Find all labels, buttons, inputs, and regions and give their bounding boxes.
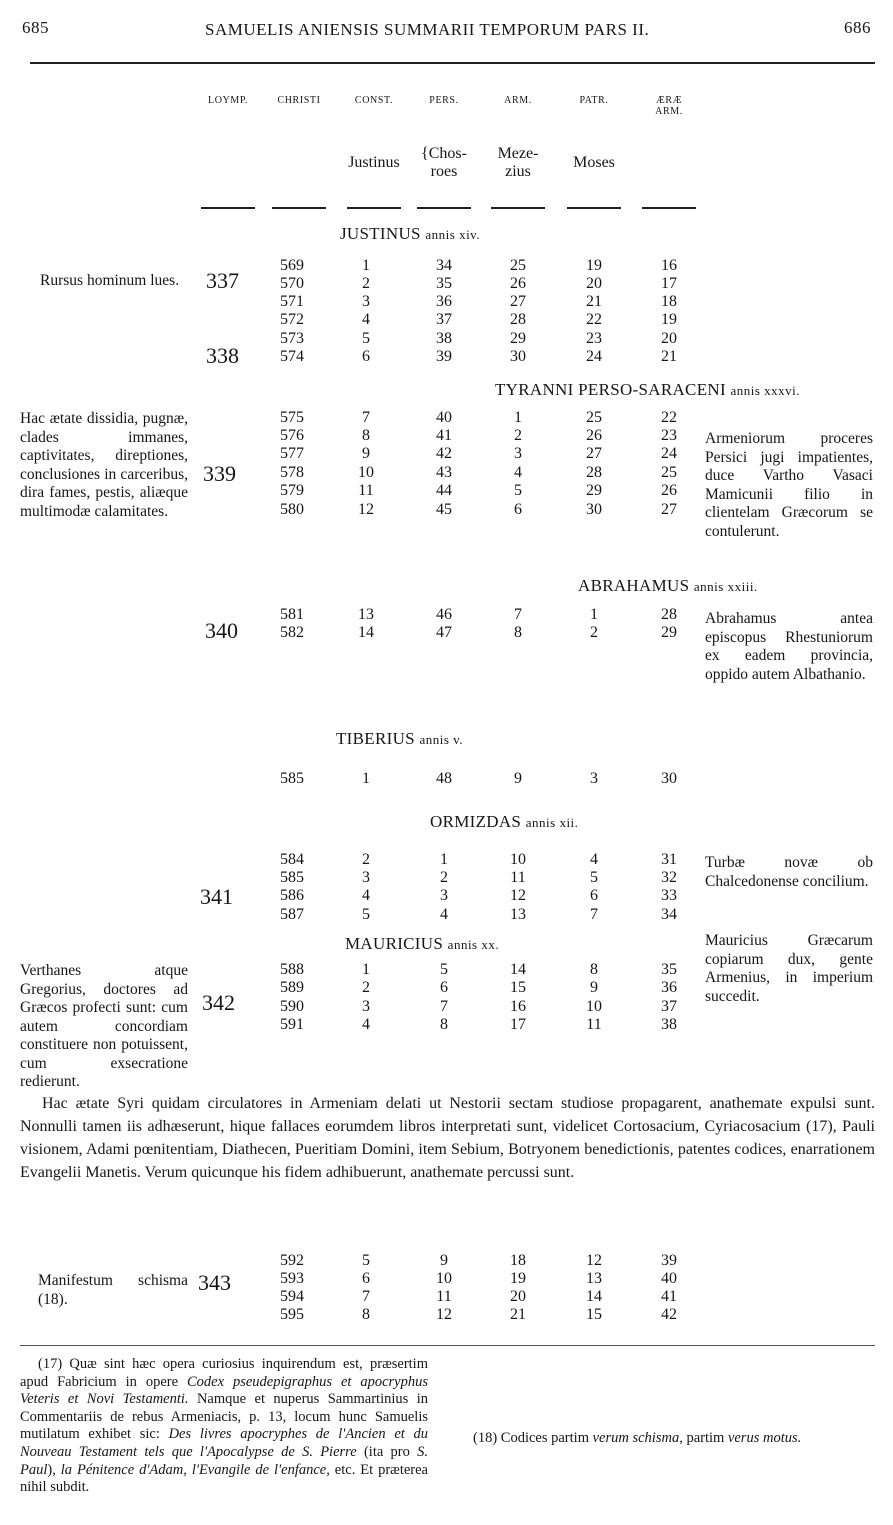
cell-const: 5 [362,906,370,923]
cell-patr: 5 [590,869,598,886]
cell-pers: 36 [436,293,452,310]
cell-christi: 570 [280,275,304,292]
cell-aerae: 32 [661,869,677,886]
cell-pers: 48 [436,770,452,787]
column-ruler-arm: Meze- zius [497,145,539,180]
cell-patr: 9 [590,979,598,996]
column-rule [347,207,401,209]
cell-const: 12 [358,501,374,518]
cell-const: 11 [358,482,374,499]
cell-christi: 578 [280,464,304,481]
cell-christi: 580 [280,501,304,518]
cell-aerae: 36 [661,979,677,996]
cell-arm: 17 [510,1016,526,1033]
cell-christi: 573 [280,330,304,347]
cell-aerae: 25 [661,464,677,481]
note-mauricius: Mauricius Græcarum copiarum dux, gente Armenius, in imperium succedit. [705,932,873,1005]
cell-const: 4 [362,311,370,328]
column-header-patr: PATR. [579,95,609,106]
cell-const: 4 [362,1016,370,1033]
cell-pers: 46 [436,606,452,623]
cell-patr: 24 [586,348,602,365]
cell-pers: 35 [436,275,452,292]
cell-arm: 16 [510,998,526,1015]
cell-aerae: 37 [661,998,677,1015]
cell-arm: 2 [514,427,522,444]
cell-const: 4 [362,887,370,904]
cell-const: 8 [362,427,370,444]
cell-aerae: 21 [661,348,677,365]
column-header-christi: CHRISTI [277,95,321,106]
cell-const: 1 [362,257,370,274]
cell-pers: 8 [440,1016,448,1033]
footnote-17: (17) Quæ sint hæc opera curiosius inquirendum est, præsertim apud Fabricium in opere Codex pseudepigraphus et apocryphus Veteris et Novi Testamenti. Namque et nuperus Sammartinius in Commentariis de rebus Armeniacis, p. 13, locum hunc Samuelis mutilatum exhibet sic: Des livres apocryphes de l'Ancien et du Nouveau Testament tels que l'Apocalypse de S. Pierre (ita pro S. Paul), la Pénitence d'Adam, l'Evangile de l'enfance, etc. Et præterea nihil subdit. [20,1356,429,1496]
footnote-rule [20,1345,875,1346]
olympiad-number: 340 [205,618,238,643]
section-ormizdas: ORMIZDAS annis xii. [430,812,579,831]
cell-aerae: 40 [661,1270,677,1287]
cell-arm: 26 [510,275,526,292]
cell-arm: 12 [510,887,526,904]
cell-aerae: 29 [661,624,677,641]
cell-patr: 26 [586,427,602,444]
cell-aerae: 35 [661,961,677,978]
cell-const: 10 [358,464,374,481]
cell-const: 9 [362,445,370,462]
cell-arm: 18 [510,1252,526,1269]
cell-arm: 30 [510,348,526,365]
cell-aerae: 42 [661,1306,677,1323]
cell-const: 2 [362,851,370,868]
column-rule [272,207,326,209]
cell-aerae: 34 [661,906,677,923]
cell-christi: 595 [280,1306,304,1323]
cell-christi: 590 [280,998,304,1015]
cell-christi: 579 [280,482,304,499]
cell-arm: 3 [514,445,522,462]
cell-aerae: 39 [661,1252,677,1269]
body-paragraph: Hac ætate Syri quidam circulatores in Armeniam delati ut Nestorii sectam studiose propagarent, anathemate expulsi sunt. Nonnulli tamen iis adhæserunt, hique fallaces eorumdem libros interpretati sunt, videlicet Cortosacium, Cyriacosacium (17), Pauli visionem, Adami pœnitentiam, Diathecen, Pueritiam Domini, item Sebium, Botryonem benedictionis, patentes codices, enarrationem Evangelii Manetis. Verum quicunque his fidem adhibuerunt, anathemate percussi sunt. [20,1095,875,1181]
column-ruler-patr: Moses [573,154,615,171]
cell-patr: 21 [586,293,602,310]
cell-const: 6 [362,1270,370,1287]
cell-pers: 44 [436,482,452,499]
cell-aerae: 23 [661,427,677,444]
cell-patr: 25 [586,409,602,426]
cell-christi: 586 [280,887,304,904]
note-verthanes: Verthanes atque Gregorius, doctores ad Græcos profecti sunt: cum autem concordiam constituere non potuissent, cum exsecratione redierunt. [20,962,188,1090]
cell-arm: 28 [510,311,526,328]
cell-pers: 37 [436,311,452,328]
cell-pers: 3 [440,887,448,904]
cell-arm: 5 [514,482,522,499]
cell-aerae: 18 [661,293,677,310]
olympiad-number: 339 [203,461,236,486]
column-header-olymp: LOYMP. [208,95,248,106]
cell-pers: 10 [436,1270,452,1287]
cell-christi: 584 [280,851,304,868]
column-header-aerae: ÆRÆ ARM. [655,95,683,117]
cell-christi: 582 [280,624,304,641]
section-tyranni: TYRANNI PERSO-SARACENI annis xxxvi. [495,380,801,399]
cell-aerae: 33 [661,887,677,904]
cell-christi: 593 [280,1270,304,1287]
page-number-right: 686 [844,18,871,37]
cell-patr: 15 [586,1306,602,1323]
cell-patr: 23 [586,330,602,347]
cell-pers: 1 [440,851,448,868]
cell-aerae: 17 [661,275,677,292]
cell-pers: 39 [436,348,452,365]
column-ruler-const: Justinus [348,154,400,171]
cell-const: 2 [362,275,370,292]
cell-patr: 30 [586,501,602,518]
cell-christi: 575 [280,409,304,426]
column-ruler-pers: {Chos- roes [421,145,467,180]
cell-patr: 8 [590,961,598,978]
cell-christi: 594 [280,1288,304,1305]
cell-christi: 577 [280,445,304,462]
cell-arm: 10 [510,851,526,868]
cell-pers: 12 [436,1306,452,1323]
section-tiberius: TIBERIUS annis v. [336,729,464,748]
cell-const: 3 [362,998,370,1015]
cell-patr: 14 [586,1288,602,1305]
cell-arm: 1 [514,409,522,426]
column-rule [567,207,621,209]
cell-aerae: 30 [661,770,677,787]
cell-arm: 13 [510,906,526,923]
column-header-const: CONST. [354,95,394,106]
footnote-18: (18) Codices partim verum schisma, partim verus motus. [473,1430,802,1446]
note-schisma: Manifestum schisma (18). [38,1272,188,1308]
cell-pers: 38 [436,330,452,347]
cell-aerae: 24 [661,445,677,462]
cell-arm: 27 [510,293,526,310]
cell-christi: 581 [280,606,304,623]
cell-pers: 2 [440,869,448,886]
cell-pers: 42 [436,445,452,462]
cell-aerae: 41 [661,1288,677,1305]
cell-patr: 2 [590,624,598,641]
cell-arm: 7 [514,606,522,623]
cell-pers: 6 [440,979,448,996]
column-rule [417,207,471,209]
cell-pers: 4 [440,906,448,923]
cell-arm: 11 [510,869,526,886]
cell-patr: 3 [590,770,598,787]
cell-arm: 8 [514,624,522,641]
cell-arm: 21 [510,1306,526,1323]
cell-aerae: 28 [661,606,677,623]
cell-aerae: 19 [661,311,677,328]
cell-pers: 47 [436,624,452,641]
cell-aerae: 38 [661,1016,677,1033]
cell-christi: 585 [280,869,304,886]
cell-const: 5 [362,1252,370,1269]
column-header-arm: ARM. [504,95,532,106]
olympiad-number: 338 [206,343,239,368]
olympiad-number: 337 [206,268,239,293]
cell-patr: 4 [590,851,598,868]
cell-patr: 19 [586,257,602,274]
cell-patr: 27 [586,445,602,462]
page-number-left: 685 [22,18,49,37]
cell-const: 5 [362,330,370,347]
cell-patr: 10 [586,998,602,1015]
cell-const: 8 [362,1306,370,1323]
cell-patr: 7 [590,906,598,923]
cell-christi: 588 [280,961,304,978]
cell-const: 6 [362,348,370,365]
cell-const: 7 [362,409,370,426]
cell-aerae: 26 [661,482,677,499]
cell-pers: 9 [440,1252,448,1269]
cell-patr: 6 [590,887,598,904]
cell-christi: 571 [280,293,304,310]
cell-const: 7 [362,1288,370,1305]
cell-pers: 41 [436,427,452,444]
cell-pers: 40 [436,409,452,426]
cell-patr: 22 [586,311,602,328]
cell-arm: 9 [514,770,522,787]
cell-const: 2 [362,979,370,996]
cell-const: 14 [358,624,374,641]
cell-patr: 28 [586,464,602,481]
cell-arm: 4 [514,464,522,481]
cell-arm: 15 [510,979,526,996]
cell-arm: 14 [510,961,526,978]
cell-christi: 576 [280,427,304,444]
cell-const: 1 [362,961,370,978]
cell-const: 13 [358,606,374,623]
note-turbae: Turbæ novæ ob Chalcedonense concilium. [705,854,873,890]
cell-pers: 43 [436,464,452,481]
cell-arm: 20 [510,1288,526,1305]
column-rule [491,207,545,209]
cell-patr: 11 [586,1016,602,1033]
running-title: SAMUELIS ANIENSIS SUMMARII TEMPORUM PARS II. [205,20,650,39]
section-mauricius: MAURICIUS annis xx. [345,934,500,953]
cell-patr: 20 [586,275,602,292]
cell-arm: 19 [510,1270,526,1287]
cell-const: 1 [362,770,370,787]
header-rule [30,62,875,64]
cell-arm: 25 [510,257,526,274]
note-armeniorum: Armeniorum proceres Persici jugi impatientes, duce Vartho Vasaci Mamicunii filio in clientelam Græcorum se contulerunt. [705,430,873,540]
note-lues: Rursus hominum lues. [40,272,180,289]
note-abrahamus: Abrahamus antea episcopus Rhestuniorum ex eadem provincia, oppido autem Albathanio. [705,610,873,683]
column-rule [642,207,696,209]
cell-christi: 569 [280,257,304,274]
cell-christi: 591 [280,1016,304,1033]
cell-aerae: 27 [661,501,677,518]
cell-const: 3 [362,293,370,310]
column-header-pers: PERS. [429,95,459,106]
cell-arm: 6 [514,501,522,518]
cell-aerae: 22 [661,409,677,426]
cell-aerae: 31 [661,851,677,868]
cell-patr: 1 [590,606,598,623]
cell-christi: 587 [280,906,304,923]
cell-pers: 34 [436,257,452,274]
cell-aerae: 20 [661,330,677,347]
cell-christi: 572 [280,311,304,328]
cell-christi: 585 [280,770,304,787]
cell-patr: 13 [586,1270,602,1287]
note-dissidia: Hac ætate dissidia, pugnæ, clades immanes, captivitates, direptiones, conclusiones in carceribus, dira fames, pestis, aliæque multimodæ calamitates. [20,410,188,520]
cell-pers: 7 [440,998,448,1015]
cell-arm: 29 [510,330,526,347]
cell-aerae: 16 [661,257,677,274]
section-justinus: JUSTINUS annis xiv. [340,224,481,243]
section-abrahamus: ABRAHAMUS annis xxiii. [578,576,758,595]
cell-christi: 592 [280,1252,304,1269]
olympiad-number: 341 [200,884,233,909]
cell-patr: 12 [586,1252,602,1269]
cell-christi: 589 [280,979,304,996]
olympiad-number: 343 [198,1270,231,1295]
cell-pers: 45 [436,501,452,518]
column-rule [201,207,255,209]
cell-pers: 5 [440,961,448,978]
cell-const: 3 [362,869,370,886]
cell-pers: 11 [436,1288,452,1305]
olympiad-number: 342 [202,990,235,1015]
cell-patr: 29 [586,482,602,499]
cell-christi: 574 [280,348,304,365]
